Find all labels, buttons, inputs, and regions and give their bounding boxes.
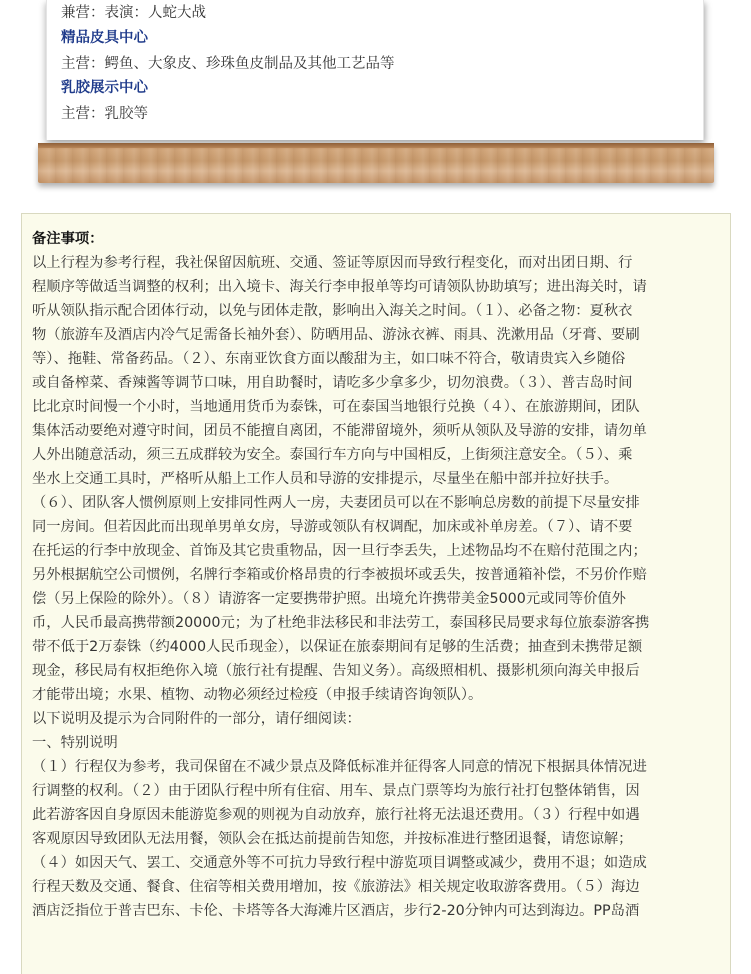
notes-line: 集体活动要绝对遵守时间，团员不能擅自离团，不能滞留境外，须听从领队及导游的安排，请勿单 bbox=[32, 423, 647, 439]
notes-panel bbox=[21, 213, 731, 974]
notes-line: （１）行程仅为参考，我司保留在不减少景点及降低标准并征得客人同意的情况下根据具体情况进 bbox=[32, 759, 647, 775]
card-title-latex-center[interactable]: 乳胶展示中心 bbox=[61, 80, 148, 96]
notes-line: 才能带出境；水果、植物、动物必须经过检疫（申报手续请咨询领队）。 bbox=[32, 687, 483, 703]
notes-line: 程顺序等做适当调整的权利；出入境卡、海关行李申报单等均可请领队协助填写；进出海关时，请 bbox=[32, 279, 647, 295]
notes-line: （４）如因天气、罢工、交通意外等不可抗力导致行程中游览项目调整或减少，费用不退；如造成 bbox=[32, 855, 647, 871]
notes-line: 物（旅游车及酒店内冷气足需备长袖外套）、防晒用品、游泳衣裤、雨具、洗漱用品（牙膏、要刷 bbox=[32, 327, 640, 343]
notes-line: 偿（另上保险的除外）。（８）请游客一定要携带护照。出境允许携带美金5000元或同等价值外 bbox=[32, 591, 626, 607]
notes-heading: 备注事项： bbox=[32, 231, 104, 247]
vendor-card bbox=[46, 0, 704, 140]
card-line-side-business: 兼营：表演：人蛇大战 bbox=[61, 5, 206, 21]
notes-line: 听从领队指示配合团体行动，以免与团体走散，影响出入海关之时间。（１）、必备之物：夏秋衣 bbox=[32, 303, 633, 319]
notes-line: 同一房间。但若因此而出现单男单女房，导游或领队有权调配，加床或补单房差。（７）、请不要 bbox=[32, 519, 633, 535]
notes-line: 等）、拖鞋、常备药品。（２）、东南亚饮食方面以酸甜为主，如口味不符合，敬请贵宾入乡随俗 bbox=[32, 351, 626, 367]
notes-line: 此若游客因自身原因未能游览参观的则视为自动放弃，旅行社将无法退还费用。（３）行程中如遇 bbox=[32, 807, 640, 823]
notes-line: 行调整的权利。（２）由于团队行程中所有住宿、用车、景点门票等均为旅行社打包整体销售，因 bbox=[32, 783, 640, 799]
notes-line: 或自备榨菜、香辣酱等调节口味，用自助餐时，请吃多少拿多少，切勿浪费。（３）、普吉岛时间 bbox=[32, 375, 633, 391]
notes-line: 现金，移民局有权拒绝你入境（旅行社有提醒、告知义务）。高级照相机、摄影机须向海关申报后 bbox=[32, 663, 640, 679]
notes-line: 客观原因导致团队无法用餐，领队会在抵达前提前告知您，并按标准进行整团退餐，请您谅解； bbox=[32, 831, 633, 847]
wooden-shelf-decoration bbox=[38, 143, 714, 183]
card-title-leather-center[interactable]: 精品皮具中心 bbox=[61, 30, 148, 46]
notes-line: 人外出随意活动，须三五成群较为安全。泰国行车方向与中国相反，上街须注意安全。（５）、乘 bbox=[32, 447, 633, 463]
notes-line: 带不低于2万泰铢（约4000人民币现金），以保证在旅泰期间有足够的生活费；抽查到未携带足额 bbox=[32, 639, 643, 655]
notes-line: 币，人民币最高携带额20000元；为了杜绝非法移民和非法劳工，泰国移民局要求每位旅泰游客携 bbox=[32, 615, 650, 631]
notes-line: 在托运的行李中放现金、首饰及其它贵重物品，因一旦行李丢失，上述物品均不在赔付范围之内； bbox=[32, 543, 647, 559]
notes-line: 以上行程为参考行程，我社保留因航班、交通、签证等原因而导致行程变化，而对出团日期、行 bbox=[32, 255, 633, 271]
notes-line: 另外根据航空公司惯例，名牌行李箱或价格昂贵的行李被损坏或丢失，按普通箱补偿，不另价作赔 bbox=[32, 567, 647, 583]
notes-line: 酒店泛指位于普吉巴东、卡伦、卡塔等各大海滩片区酒店，步行2-20分钟内可达到海边。PP岛酒 bbox=[32, 903, 640, 919]
notes-line: 一、特别说明 bbox=[32, 735, 118, 751]
card-line-latex-main: 主营：乳胶等 bbox=[61, 106, 148, 122]
notes-line: 行程天数及交通、餐食、住宿等相关费用增加，按《旅游法》相关规定收取游客费用。（５）海边 bbox=[32, 879, 640, 895]
notes-line: 以下说明及提示为合同附件的一部分，请仔细阅读： bbox=[32, 711, 361, 727]
notes-line: （６）、团队客人惯例原则上安排同性两人一房，夫妻团员可以在不影响总房数的前提下尽量安排 bbox=[32, 495, 640, 511]
card-line-leather-main: 主营：鳄鱼、大象皮、珍珠鱼皮制品及其他工艺品等 bbox=[61, 56, 395, 72]
notes-line: 坐水上交通工具时，严格听从船上工作人员和导游的安排提示，尽量坐在船中部并拉好扶手。 bbox=[32, 471, 619, 487]
notes-line: 比北京时间慢一个小时，当地通用货币为泰铢，可在泰国当地银行兑换（４）、在旅游期间，团队 bbox=[32, 399, 640, 415]
